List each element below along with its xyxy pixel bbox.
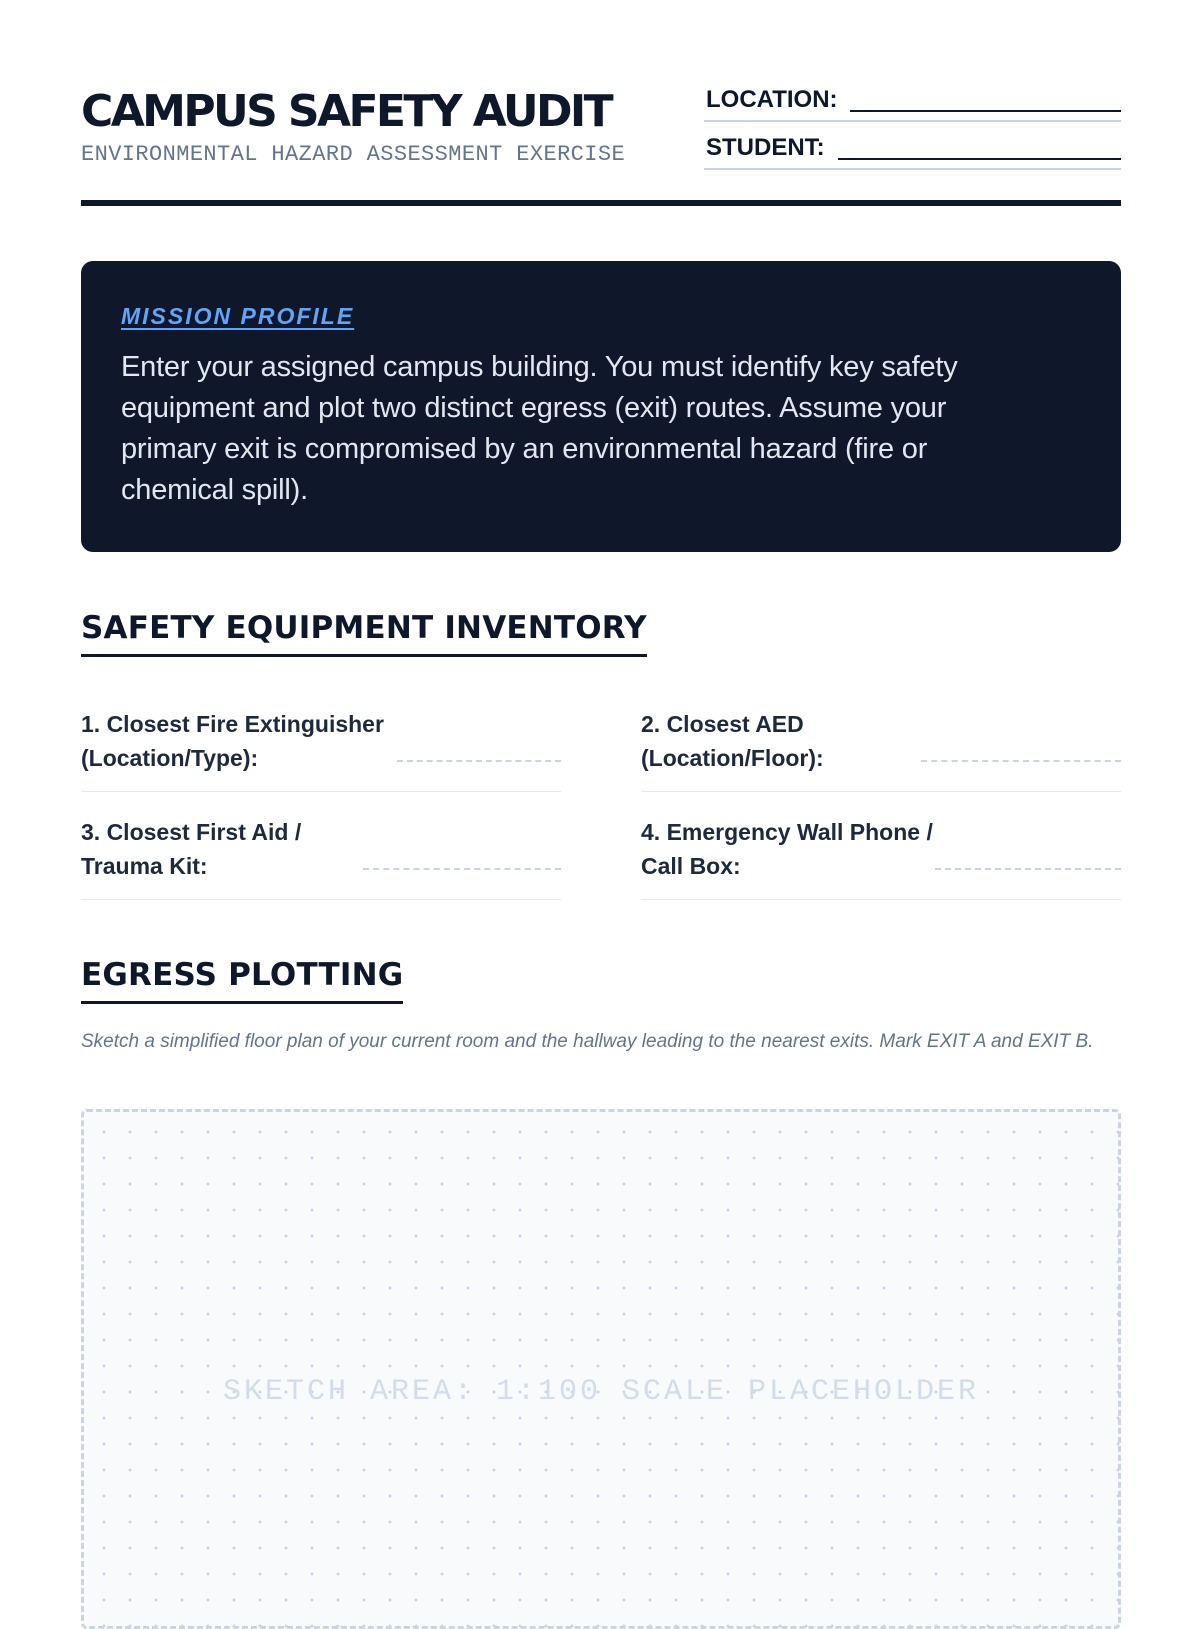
field-label-line1: 4. Emergency Wall Phone /	[641, 819, 933, 845]
student-field[interactable]	[704, 130, 1121, 170]
location-label: LOCATION:	[706, 86, 838, 113]
field-label	[641, 815, 933, 883]
header-divider	[81, 200, 1121, 206]
egress-heading: EGRESS PLOTTING	[81, 953, 403, 1004]
mission-body: Enter your assigned campus building. You must identify key safety equipment and plot two distinct egress (exit) routes. Assume your primary exit is compromised by an environmental hazard (fire or chemical spill).	[121, 351, 958, 506]
first-aid-kit-answer-line[interactable]	[363, 868, 561, 870]
fire-extinguisher-answer-line[interactable]	[397, 760, 561, 762]
location-blank-line[interactable]	[850, 110, 1121, 112]
field-label-line2: (Location/Floor):	[641, 745, 824, 771]
student-blank-line[interactable]	[838, 158, 1121, 160]
aed-answer-line[interactable]	[921, 760, 1121, 762]
worksheet-header	[81, 80, 1121, 208]
location-field[interactable]	[704, 82, 1121, 122]
field-label-line2: Trauma Kit:	[81, 853, 208, 879]
field-label-line1: 3. Closest First Aid /	[81, 819, 302, 845]
fire-extinguisher-field[interactable]	[81, 707, 561, 792]
mission-heading: MISSION PROFILE	[121, 303, 355, 329]
field-label	[81, 707, 384, 775]
sketch-area[interactable]	[81, 1109, 1121, 1629]
student-label: STUDENT:	[706, 134, 825, 161]
field-label	[81, 815, 301, 883]
audit-worksheet	[81, 0, 1121, 1600]
field-label-line1: 2. Closest AED	[641, 711, 804, 737]
field-label-line1: 1. Closest Fire Extinguisher	[81, 711, 384, 737]
sketch-placeholder-text: SKETCH AREA: 1:100 SCALE PLACEHOLDER	[222, 1375, 980, 1409]
page-title: CAMPUS SAFETY AUDIT	[81, 86, 612, 137]
field-label-line2: (Location/Type):	[81, 745, 259, 771]
egress-instructions: Sketch a simplified floor plan of your current room and the hallway leading to the nearest exits. Mark EXIT A and EXIT B.	[81, 1031, 1094, 1052]
field-label	[641, 707, 824, 775]
page-subtitle: ENVIRONMENTAL HAZARD ASSESSMENT EXERCISE	[81, 142, 626, 167]
field-label-line2: Call Box:	[641, 853, 741, 879]
emergency-phone-field[interactable]	[641, 815, 1121, 900]
first-aid-kit-field[interactable]	[81, 815, 561, 900]
aed-field[interactable]	[641, 707, 1121, 792]
inventory-heading: SAFETY EQUIPMENT INVENTORY	[81, 606, 647, 657]
emergency-phone-answer-line[interactable]	[935, 868, 1121, 870]
mission-profile-card	[81, 261, 1121, 552]
